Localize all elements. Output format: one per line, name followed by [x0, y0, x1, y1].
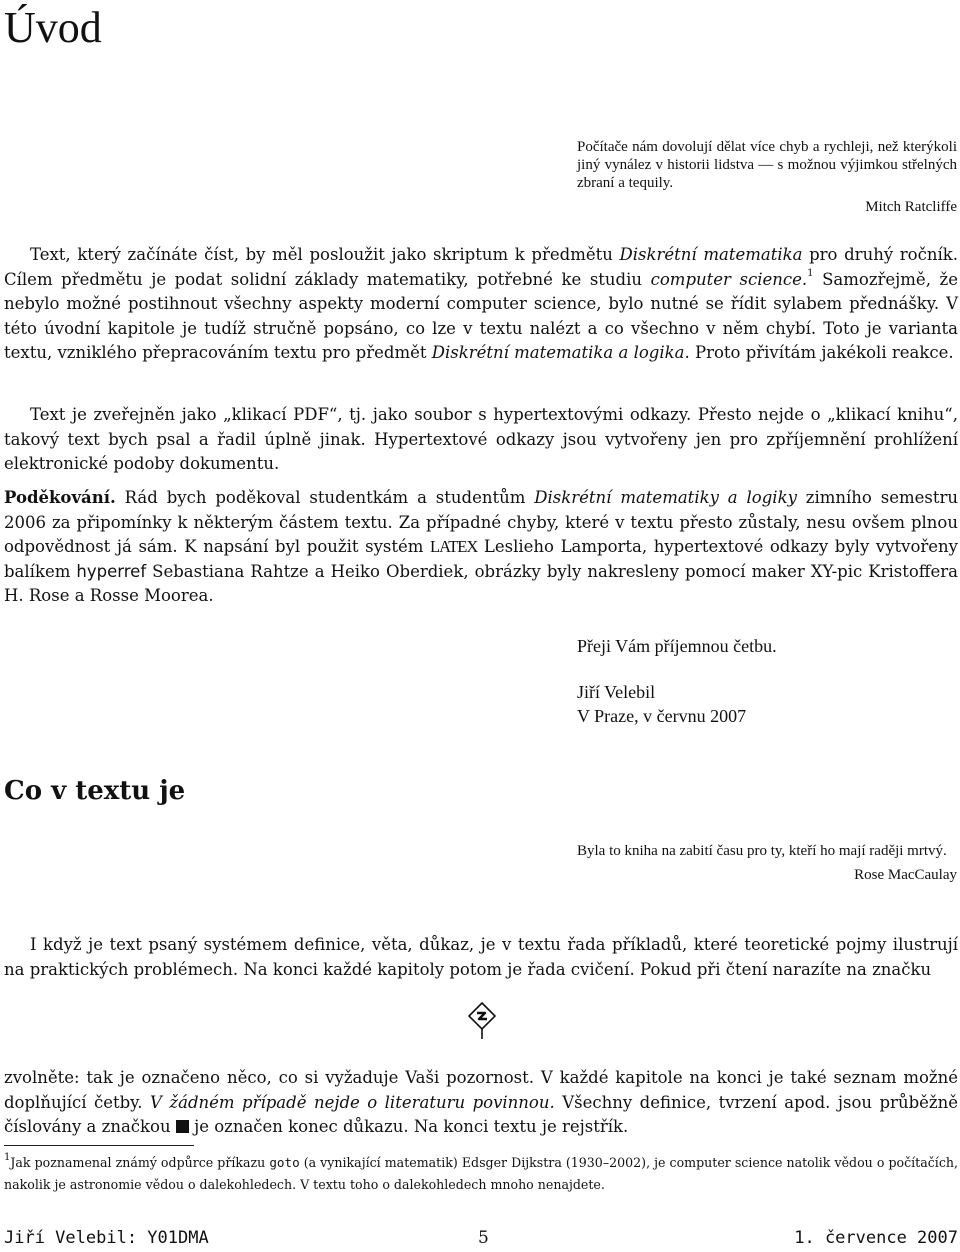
- pdf-paragraph: Text je zveřejněn jako „klikací PDF“, tj. jako soubor s hypertextovými odkazy. Přesto nejde o „klikací knihu“, takový text bych psal a řadil úplně jinak. Hypertextové odkazy jsou vytvořeny jen pro zpříjemnění prohlížení elektronické podoby dokumentu.: [4, 405, 958, 473]
- footer-author: Jiří Velebil: Y01DMA: [4, 1228, 209, 1248]
- page-footer: [4, 1228, 958, 1252]
- epigraph-text: Počítače nám dovolují dělat více chyb a rychleji, než kterýkoli jiný vynález v historii lidstva — s možnou výjimkou střelných zbraní a tequily.: [577, 139, 957, 191]
- footnote-rule: [4, 1145, 194, 1146]
- author-name: Jiří Velebil: [577, 682, 656, 702]
- footnote-mark: 1: [4, 1151, 11, 1163]
- epigraph-text: Byla to kniha na zabití času pro ty, kteří ho mají raději mrtvý.: [577, 843, 947, 859]
- footer-date: 1. července 2007: [794, 1228, 958, 1248]
- attention-paragraph: zvolněte: tak je označeno něco, co si vyžaduje Vaši pozornost. V každé kapitole na konci je také seznam možné doplňující četby. V žádném případě nejde o literaturu povinnou. Všechny definice, tvrzení apod. jsou průběžně číslovány a značkou je označen konec důkazu. Na konci textu je rejstřík.: [4, 1068, 958, 1136]
- dangerous-bend-icon: [468, 1002, 496, 1040]
- latex-logo: LATEX: [430, 537, 478, 556]
- xy-logo: XY: [810, 561, 832, 581]
- code-goto: goto: [269, 1155, 300, 1170]
- course-name-2: Diskrétní matematika a logika: [431, 343, 685, 362]
- epigraph-author: Rose MacCaulay: [854, 867, 957, 883]
- package-name: hyperref: [76, 561, 147, 581]
- closing-wish: Přeji Vám příjemnou četbu.: [577, 636, 777, 656]
- footnote: $^1$Jak poznamenal známý odpůrce příkazu goto (a vynikající matematik) Edsger Dijkstra (1930–2002), je computer science natolik vědou o počítačích, nakolik je astronomie vědou o dalekohledech. V textu toho o dalekohledech mnoho nenajdete.: [4, 1151, 958, 1192]
- acknowledgements-label: Poděkování.: [4, 488, 116, 507]
- footnote-link[interactable]: 1: [807, 268, 814, 279]
- page-number: 5: [478, 1228, 489, 1248]
- section-epigraph: [577, 842, 957, 884]
- intro-paragraph: Text, který začínáte číst, by měl posloužit jako skriptum k předmětu Diskrétní matematika pro druhý ročník. Cílem předmětu je podat solidní základy matematiky, potřebné ke studiu computer science.$^1$ Samozřejmě, že nebylo možné postihnout všechny aspekty moderní computer science, bylo nutné se řídit sylabem přednášky. V této úvodní kapitole je tudíž stručně popsáno, co lze v textu nalézt a co všechno v něm chybí. Toto je varianta textu, vzniklého přepracováním textu pro předmět Diskrétní matematika a logika. Proto přivítám jakékoli reakce.: [4, 245, 959, 362]
- place-date: V Praze, v červnu 2007: [577, 706, 747, 726]
- examples-paragraph: I když je text psaný systémem definice, věta, důkaz, je v textu řada příkladů, které teoretické pojmy ilustrují na praktických problémech. Na konci každé kapitoly potom je řada cvičení. Pokud při čtení narazíte na značku: [4, 935, 958, 979]
- acknowledgements-paragraph: Poděkování. Rád bych poděkoval studentkám a studentům Diskrétní matematiky a logiky zimního semestru 2006 za připomínky k některým částem textu. Za případné chyby, které v textu přesto zůstaly, nesu ovšem plnou odpovědnost já sám. K napsání byl použit systém LATEX Leslieho Lamporta, hypertextové odkazy byly vytvořeny balíkem hyperref Sebastiana Rahtze a Heiko Oberdiek, obrázky byly nakresleny pomocí maker XY-pic Kristoffera H. Rose a Rosse Moorea.: [4, 488, 959, 605]
- chapter-title: Úvod: [4, 3, 102, 52]
- chapter-epigraph: [577, 138, 957, 216]
- section-title: Co v textu je: [4, 776, 186, 806]
- qed-square-icon: [176, 1120, 189, 1133]
- epigraph-author: Mitch Ratcliffe: [865, 199, 957, 215]
- course-name: Diskrétní matematika: [619, 245, 803, 264]
